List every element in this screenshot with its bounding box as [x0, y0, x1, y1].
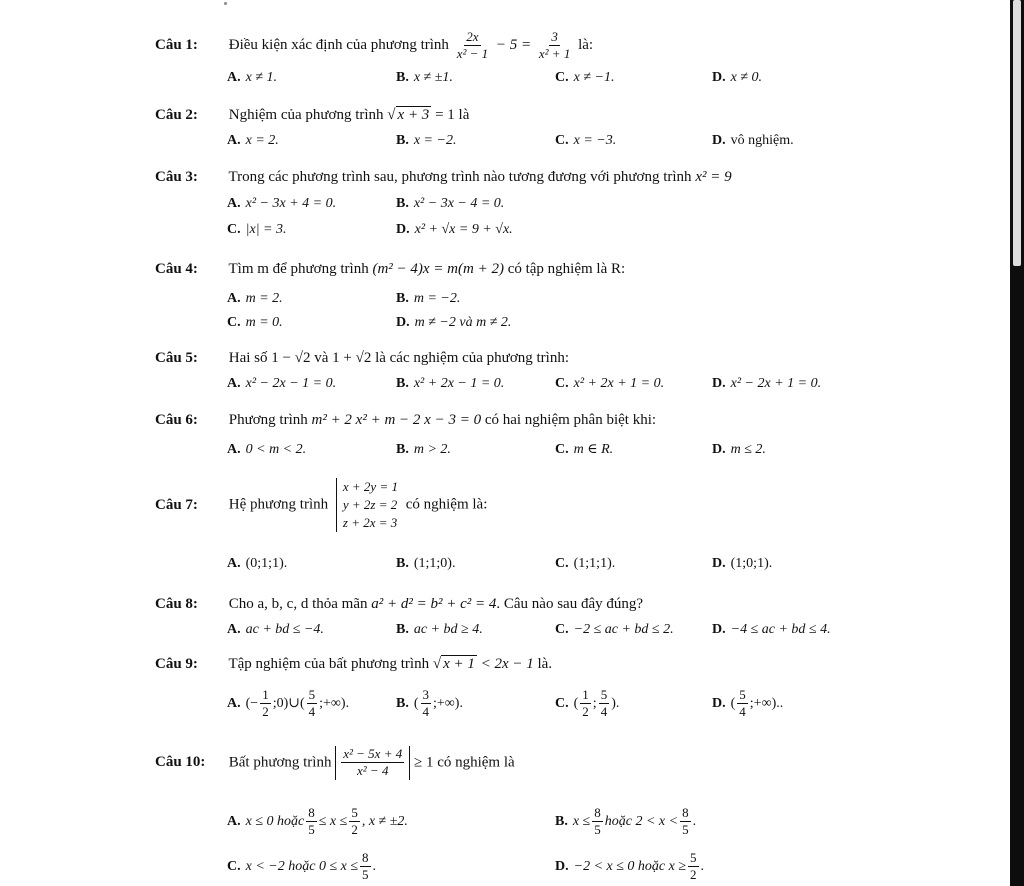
option-a[interactable]: A. 0 < m < 2. [227, 442, 307, 457]
math-text: < 2x − 1 [480, 656, 534, 672]
option-a[interactable]: A. x² − 2x − 1 = 0. [227, 376, 337, 391]
math-text: 1 + √2 [332, 350, 372, 366]
option-c[interactable]: C. −2 ≤ ac + bd ≤ 2. [555, 622, 674, 637]
question-label: Câu 5: [155, 350, 198, 366]
option-b[interactable]: B. m = −2. [396, 291, 461, 306]
option-b[interactable]: B. ac + bd ≥ 4. [396, 622, 483, 637]
question-tail: có nghiệm là: [405, 496, 488, 513]
question-tail: là [458, 107, 470, 123]
option-c[interactable]: C. m ∈ R. [555, 442, 614, 457]
question-stem: Bất phương trình [228, 754, 332, 771]
option-d[interactable]: D. x² − 2x + 1 = 0. [712, 376, 822, 391]
option-b[interactable]: B. (1;1;0). [396, 556, 456, 571]
option-b[interactable]: B. x ≤ $\frac{8}{5}$ hoặc 2 < x < $\frac{8}{5}$ . [555, 805, 697, 838]
question-3 [155, 170, 732, 185]
absolute-fraction: $\frac{\text{x² − 5x + 4}}{\text{x² − 4}}$ [335, 746, 410, 780]
option-b[interactable]: B. ( $\frac{3}{4}$ ;+∞). [396, 687, 463, 720]
math-text: x² = 9 [695, 169, 732, 185]
option-c[interactable]: C. (1;1;1). [555, 556, 616, 571]
option-a[interactable]: A. m = 2. [227, 291, 283, 306]
option-a[interactable]: A. x = 2. [227, 133, 279, 148]
option-a[interactable]: A. (0;1;1). [227, 556, 288, 571]
question-stem: Tập nghiệm của bất phương trình [228, 656, 430, 672]
equation-system: x + 2y = 1 y + 2z = 2 z + 2x = 3 [336, 478, 398, 532]
question-label: Câu 9: [155, 656, 198, 672]
option-d[interactable]: D. m ≤ 2. [712, 442, 766, 457]
option-d[interactable]: D. −4 ≤ ac + bd ≤ 4. [712, 622, 831, 637]
option-d[interactable]: D. x ≠ 0. [712, 70, 763, 85]
question-mid: và [314, 350, 329, 366]
question-stem: Trong các phương trình sau, phương trình nào tương đương với phương trình [228, 169, 692, 185]
option-b[interactable]: B. x = −2. [396, 133, 457, 148]
option-d[interactable]: D. m ≠ −2 và m ≠ 2. [396, 315, 512, 330]
question-6 [155, 413, 656, 428]
math-text: (m² − 4)x = m(m + 2) [372, 261, 504, 277]
question-label: Câu 4: [155, 261, 198, 277]
option-c[interactable]: C. x ≠ −1. [555, 70, 615, 85]
option-c[interactable]: C. x = −3. [555, 133, 617, 148]
question-label: Câu 3: [155, 169, 198, 185]
option-d[interactable]: D. x² + √x = 9 + √x. [396, 222, 513, 237]
option-c[interactable]: C. ( $\frac{1}{2}$ ; $\frac{5}{4}$ ). [555, 687, 620, 720]
question-1 [155, 30, 593, 62]
option-a[interactable]: A. x ≠ 1. [227, 70, 278, 85]
option-b[interactable]: B. m > 2. [396, 442, 451, 457]
question-2: Câu 2: Nghiệm của phương trình √ x + 3 = 1 là [155, 107, 470, 123]
question-tail: . Câu nào sau đây đúng? [496, 596, 644, 612]
question-tail: là: [578, 37, 594, 54]
math-text: − 5 = [495, 37, 532, 54]
question-tail: có hai nghiệm phân biệt khi: [484, 412, 657, 428]
question-4 [155, 262, 625, 277]
option-b[interactable]: B. x ≠ ±1. [396, 70, 453, 85]
page-dot [224, 2, 227, 5]
question-stem: Tìm m để phương trình [228, 261, 369, 277]
option-b[interactable]: B. x² + 2x − 1 = 0. [396, 376, 505, 391]
math-text: 1 − √2 [271, 350, 311, 366]
question-label: Câu 10: [155, 754, 206, 771]
option-a[interactable]: A. x² − 3x + 4 = 0. [227, 196, 337, 211]
option-a[interactable]: A. (− $\frac{1}{2}$ ;0)∪( $\frac{5}{4}$ ;+∞). [227, 687, 350, 720]
scrollbar-thumb[interactable] [1013, 0, 1021, 266]
question-label: Câu 6: [155, 412, 198, 428]
math-text: ≥ 1 [413, 754, 434, 771]
fraction: $\frac{3}{\text{x² + 1}}$ [538, 29, 571, 62]
sqrt-expr: x + 1 [443, 656, 475, 672]
question-stem: Hệ phương trình [228, 496, 329, 513]
question-tail: có tập nghiệm là R: [507, 261, 626, 277]
question-stem: Điều kiện xác định của phương trình [228, 37, 449, 54]
question-stem: Nghiệm của phương trình [228, 107, 384, 123]
option-d[interactable]: D. (1;0;1). [712, 556, 773, 571]
question-label: Câu 8: [155, 596, 198, 612]
option-d[interactable]: D. −2 < x ≤ 0 hoặc x ≥ $\frac{5}{2}$ . [555, 850, 705, 883]
option-d[interactable]: D. ( $\frac{5}{4}$ ;+∞).. [712, 687, 784, 720]
math-text: a² + d² = b² + c² = 4 [371, 596, 497, 612]
math-text: = 1 [435, 107, 455, 123]
option-b[interactable]: B. x² − 3x − 4 = 0. [396, 196, 505, 211]
math-text: m² + 2 x² + m − 2 x − 3 = 0 [311, 412, 482, 428]
fraction: $\frac{2x}{\text{x² − 1}}$ [456, 29, 489, 62]
question-label: Câu 1: [155, 37, 198, 54]
question-stem: Hai số [228, 350, 268, 366]
option-d[interactable]: D. vô nghiệm. [712, 133, 794, 148]
question-stem: Phương trình [228, 412, 308, 428]
option-a[interactable]: A. ac + bd ≤ −4. [227, 622, 324, 637]
question-tail: là. [537, 656, 553, 672]
option-c[interactable]: C. |x| = 3. [227, 222, 287, 237]
question-10 [155, 746, 515, 780]
option-a[interactable]: A. x ≤ 0 hoặc $\frac{8}{5}$ ≤ x ≤ $\frac{5}{2}$ , x ≠ ±2. [227, 805, 408, 838]
question-tail: có nghiệm là [437, 754, 515, 771]
option-c[interactable]: C. x < −2 hoặc 0 ≤ x ≤ $\frac{8}{5}$ . [227, 850, 377, 883]
question-8 [155, 597, 643, 612]
option-c[interactable]: C. m = 0. [227, 315, 283, 330]
question-5 [155, 351, 569, 366]
question-label: Câu 2: [155, 107, 198, 123]
question-tail: là các nghiệm của phương trình: [375, 350, 569, 366]
question-stem: Cho a, b, c, d thỏa mãn [228, 596, 368, 612]
question-7 [155, 478, 487, 532]
sqrt-expr: x + 3 [397, 107, 430, 123]
question-9: Câu 9: Tập nghiệm của bất phương trình √ x + 1 < 2x − 1 là. [155, 656, 553, 672]
question-label: Câu 7: [155, 496, 198, 513]
option-c[interactable]: C. x² + 2x + 1 = 0. [555, 376, 665, 391]
